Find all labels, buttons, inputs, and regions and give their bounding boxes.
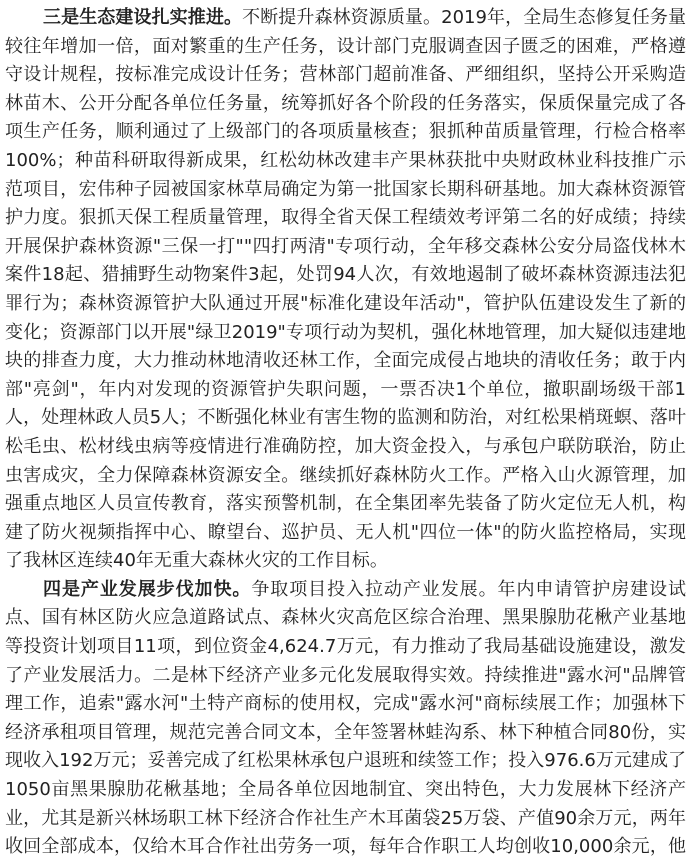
line-text: 虫害成灾，全力保障森林资源安全。继续抓好森林防火工作。严格入山火源管理，加 [5, 464, 686, 486]
text-line [5, 4, 686, 33]
text-line [5, 805, 686, 834]
line-text: 经济承租项目管理，规范完善合同文本，全年签署林蛙沟系、林下种植合同80份，实 [5, 721, 686, 743]
paragraph-heading: 四是产业发展步伐加快。 [43, 578, 252, 600]
line-text: 开展保护森林资源"三保一打""四打两清"专项行动，全年移交森林公安分局盗伐林木 [5, 235, 686, 257]
text-line [5, 490, 686, 519]
text-line [5, 747, 686, 776]
paragraph [5, 576, 686, 862]
text-line [5, 633, 686, 662]
line-text: 了我林区连续40年无重大森林火灾的工作目标。 [5, 550, 388, 572]
line-text: 护力度。狠抓天保工程质量管理，取得全省天保工程绩效考评第二名的好成绩；持续 [5, 207, 686, 229]
line-text: 变化；资源部门以开展"绿卫2019"专项行动为契机，强化林地管理，加大疑似违建地 [5, 321, 686, 343]
line-text: 部"亮剑"，年内对发现的资源管护失职问题，一票否决1个单位，撤职副场级干部1 [5, 378, 686, 400]
text-line [5, 147, 686, 176]
line-text: 业，尤其是新兴林场职工林下经济合作社生产木耳菌袋25万袋、产值90余万元，两年 [5, 807, 686, 829]
text-line [5, 319, 686, 348]
line-text: 块的排查力度，大力推动林地清收还林工作，全面完成侵占地块的清收任务；敢于内 [5, 350, 686, 372]
text-line [5, 776, 686, 805]
text-line [5, 519, 686, 548]
line-text: 1050亩黑果腺肋花楸基地；全局各单位因地制宜、突出特色，大力发展林下经济产 [5, 779, 686, 801]
line-text: 人，处理林政人员5人；不断强化林业有害生物的监测和防治，对红松果梢斑螟、落叶 [5, 407, 686, 429]
text-line [5, 233, 686, 262]
text-line [5, 61, 686, 90]
paragraph-heading: 三是生态建设扎实推进。 [43, 7, 243, 28]
line-text: 松毛虫、松材线虫病等疫情进行准确防控，加大资金投入，与承包户联防联治，防止 [5, 435, 686, 457]
text-line [5, 833, 686, 862]
line-text: 不断提升森林资源质量。2019年，全局生态修复任务量 [242, 7, 686, 28]
line-text: 收回全部成本，仅给木耳合作社出劳务一项，每年合作职工人均创收10,000余元，他 [5, 836, 686, 858]
line-text: 较往年增加一倍，面对繁重的生产任务，设计部门克服调查因子匮乏的困难，严格遵 [5, 35, 686, 57]
text-line [5, 576, 686, 605]
text-line [5, 176, 686, 205]
text-line [5, 662, 686, 691]
line-text: 范项目，宏伟种子园被国家林草局确定为第一批国家长期科研基地。加大森林资源管 [5, 178, 686, 200]
text-line [5, 290, 686, 319]
line-text: 强重点地区人员宣传教育，落实预警机制，在全集团率先装备了防火定位无人机，构 [5, 493, 686, 515]
text-line [5, 719, 686, 748]
text-line [5, 347, 686, 376]
text-line [5, 433, 686, 462]
line-text: 林苗木、公开分配各单位任务量，统筹抓好各个阶段的任务落实，保质保量完成了各 [5, 92, 686, 114]
line-text: 守设计规程，按标准完成设计任务；营林部门超前准备、严细组织，坚持公开采购造 [5, 64, 686, 86]
line-text: 100%；种苗科研取得新成果，红松幼林改建丰产果林获批中央财政林业科技推广示 [5, 149, 686, 171]
line-text: 罪行为；森林资源管护大队通过开展"标准化建设年活动"，管护队伍建设发生了新的 [5, 292, 686, 314]
line-text: 案件18起、猎捕野生动物案件3起，处罚94人次，有效地遏制了破坏森林资源违法犯 [5, 264, 686, 286]
text-line [5, 204, 686, 233]
line-text: 了产业发展活力。二是林下经济产业多元化发展取得实效。持续推进"露水河"品牌管 [5, 664, 686, 686]
line-text: 等投资计划项目11项，到位资金4,624.7万元，有力推动了我局基础设施建设，激发 [5, 636, 686, 658]
text-line [5, 547, 686, 576]
text-line [5, 261, 686, 290]
line-text: 项生产任务，顺利通过了上级部门的各项质量核查；狠抓种苗质量管理，行检合格率 [5, 121, 686, 143]
text-line [5, 690, 686, 719]
line-text: 建了防火视频指挥中心、瞭望台、巡护员、无人机"四位一体"的防火监控格局，实现 [5, 521, 686, 543]
line-text: 现收入192万元；妥善完成了红松果林承包户退班和续签工作；投入976.6万元建成了 [5, 750, 686, 772]
text-line [5, 376, 686, 405]
text-line [5, 118, 686, 147]
line-text: 理工作，追索"露水河"土特产商标的使用权，完成"露水河"商标续展工作；加强林下 [5, 693, 686, 715]
text-line [5, 462, 686, 491]
text-line [5, 404, 686, 433]
text-line [5, 604, 686, 633]
line-text: 点、国有林区防火应急道路试点、森林火灾高危区综合治理、黑果腺肋花楸产业基地 [5, 607, 686, 629]
text-line [5, 90, 686, 119]
text-line [5, 33, 686, 62]
paragraph [5, 4, 686, 576]
line-text: 争取项目投入拉动产业发展。年内申请管护房建设试 [251, 578, 686, 600]
